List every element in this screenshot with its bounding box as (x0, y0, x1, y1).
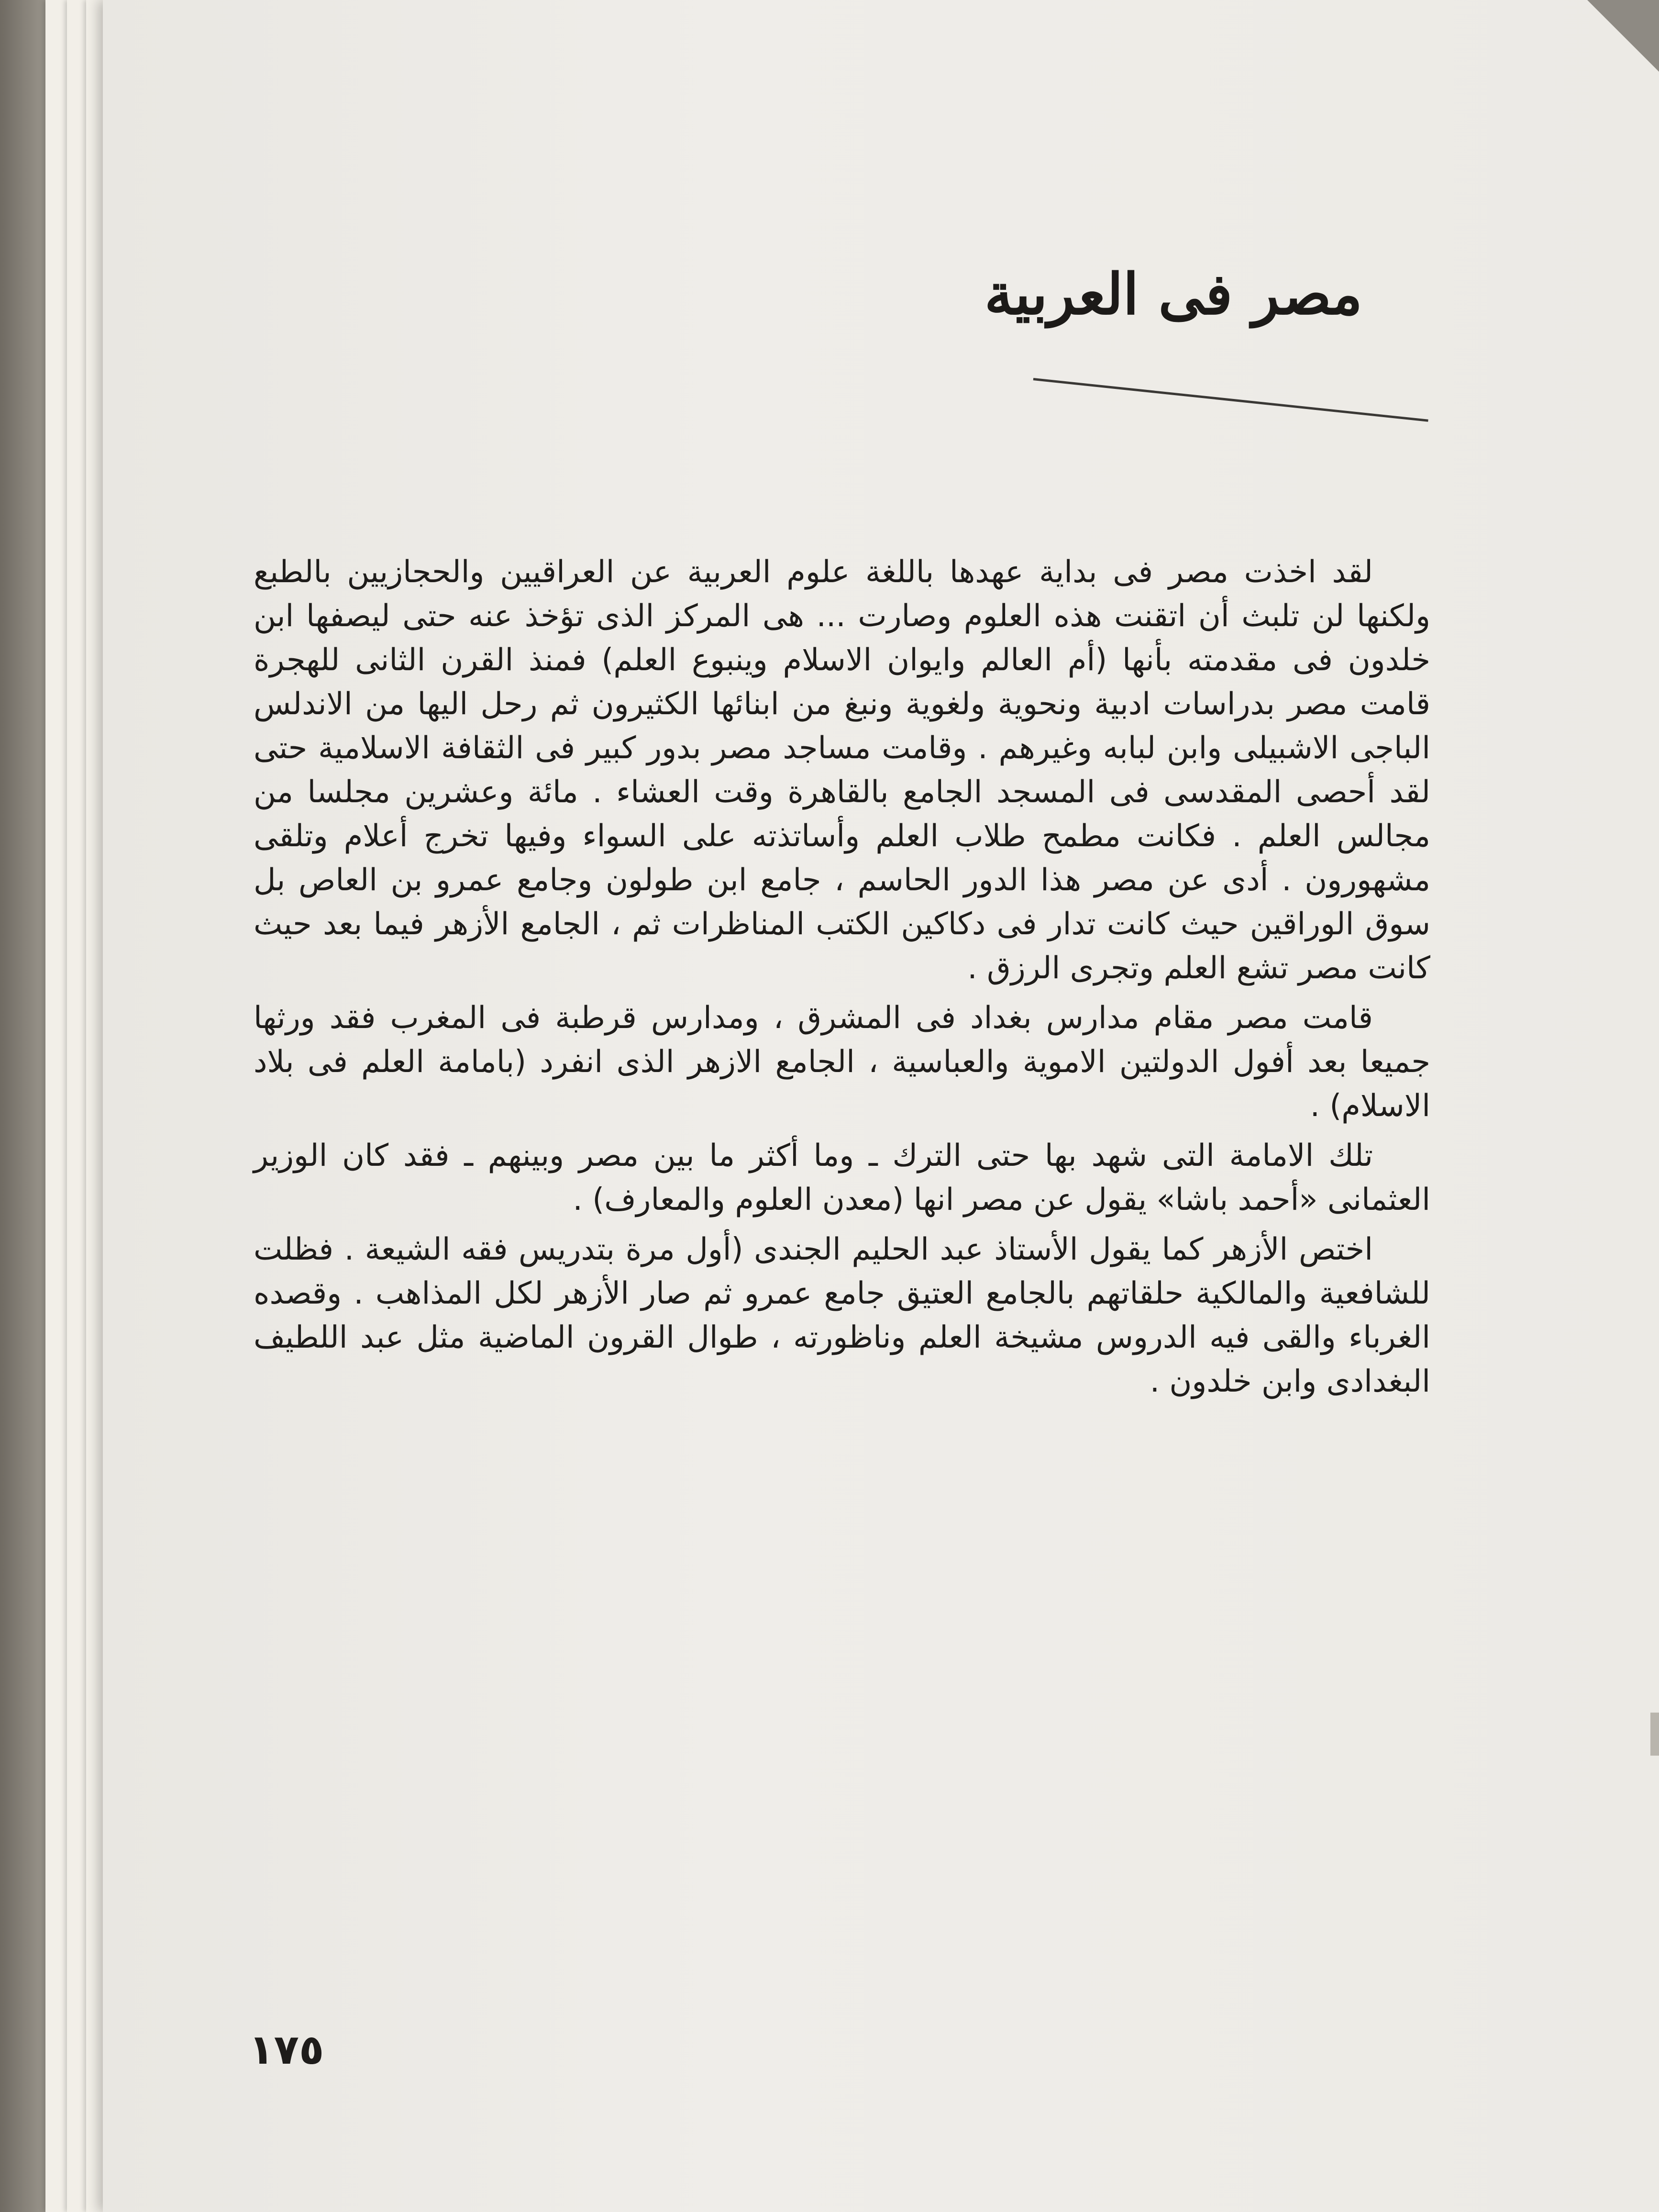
paragraph-1: لقد اخذت مصر فى بداية عهدها باللغة علوم العربية عن العراقيين والحجازيين بالطبع ولكنها لن تلبث أن اتقنت هذه العلوم وصارت ... هى المركز الذى تؤخذ عنه حتى ليصفها ابن خلدون فى مقدمته بأنها (أم العالم وايوان الاسلام وينبوع العلم) فمنذ القرن الثانى للهجرة قامت مصر بدراسات ادبية ونحوية ولغوية ونبغ من ابنائها الكثيرون ثم رحل اليها من الاندلس الباجى الاشبيلى وابن لبابه وغيرهم . وقامت مساجد مصر بدور كبير فى الثقافة الاسلامية حتى لقد أحصى المقدسى فى المسجد الجامع بالقاهرة وقت العشاء . مائة وعشرين مجلسا من مجالس العلم . فكانت مطمح طلاب العلم وأساتذته على السواء وفيها تخرج أعلام وتلقى مشهورون . أدى عن مصر هذا الدور الحاسم ، جامع ابن طولون وجامع عمرو بن العاص بل سوق الوراقين حيث كانت تدار فى دكاكين الكتب المناظرات ثم ، الجامع الأزهر فيما بعد حيث كانت مصر تشع العلم وتجرى الرزق . (254, 554, 1430, 986)
chapter-title: مصر فى العربية (984, 261, 1362, 327)
paragraph-4: اختص الأزهر كما يقول الأستاذ عبد الحليم الجندى (أول مرة بتدريس فقه الشيعة . فظلت للشافعية والمالكية حلقاتهم بالجامع العتيق جامع عمرو ثم صار الأزهر لكل المذاهب . وقصده الغرباء والقى فيه الدروس مشيخة العلم وناظورته ، طوال القرون الماضية مثل عبد اللطيف البغدادى وابن خلدون . (254, 1232, 1430, 1399)
paragraph-3: تلك الامامة التى شهد بها حتى الترك ـ وما أكثر ما بين مصر وبينهم ـ فقد كان الوزير العثمانى «أحمد باشا» يقول عن مصر انها (معدن العلوم والمعارف) . (254, 1138, 1430, 1217)
page-corner (1587, 0, 1659, 72)
page-tab-mark (1650, 1713, 1659, 1756)
page-number: ١٧٥ (249, 2026, 324, 2074)
body-text (254, 550, 1430, 1404)
paragraph-2: قامت مصر مقام مدارس بغداد فى المشرق ، ومدارس قرطبة فى المغرب فقد ورثها جميعا بعد أفول الدولتين الاموية والعباسية ، الجامع الازهر الذى انفرد (بامامة العلم فى بلاد الاسلام) . (254, 1000, 1430, 1124)
